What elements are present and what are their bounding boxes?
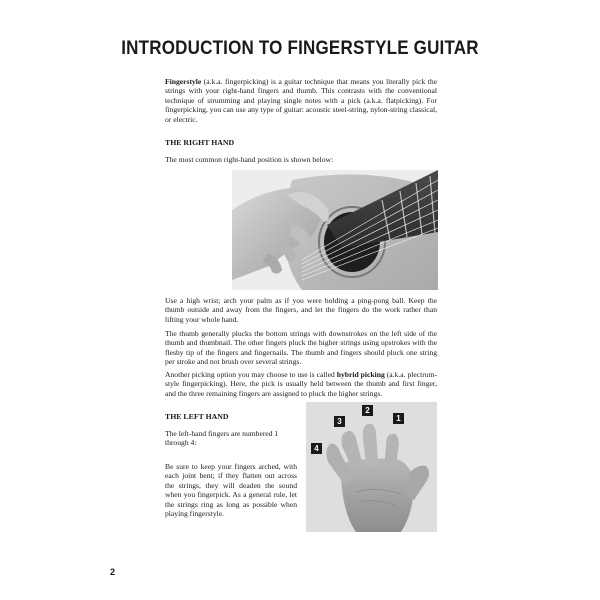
open-hand-illustration [306, 402, 437, 532]
hybrid-text-after: (a.k.a. plectrum-style fingerpicking). Here, the pick is usually held between the thumb and first finger, and the three remaining fingers are assigned to pluck the higher strings. [165, 370, 438, 398]
page-title: INTRODUCTION TO FINGERSTYLE GUITAR [121, 36, 479, 59]
fingerstyle-term: Fingerstyle [165, 77, 202, 86]
left-hand-numbering-paragraph: The left-hand fingers are numbered 1 through 4: [165, 429, 279, 448]
finger-label-1: 1 [393, 413, 404, 424]
finger-label-4: 4 [311, 443, 322, 454]
left-hand-arched-paragraph: Be sure to keep your fingers arched, with each joint bent; if they flatten out across the strings, they will deaden the sound when you fingerpick. As a general rule, let the strings ring as long as possible when playing fingerstyle. [165, 462, 297, 519]
right-hand-wrist-paragraph: Use a high wrist; arch your palm as if you were holding a ping-pong ball. Keep the thumb outside and away from the fingers, and let the fingers do the work rather than lifting your whole hand. [165, 296, 437, 324]
left-hand-heading: THE LEFT HAND [165, 412, 229, 421]
right-hand-thumb-paragraph: The thumb generally plucks the bottom strings with downstrokes on the left side of the thumb and thumbnail. The other fingers pluck the higher strings using upstrokes with the fleshy tip of the fingers and fingernails. The thumb and fingers should pluck one string per stroke and not brush over several strings. [165, 329, 437, 367]
finger-label-3: 3 [334, 416, 345, 427]
finger-label-2: 2 [362, 405, 373, 416]
hybrid-picking-paragraph [165, 370, 437, 398]
hybrid-text-before: Another picking option you may choose to use is called [165, 370, 337, 379]
page-number: 2 [110, 567, 116, 577]
guitar-illustration [232, 170, 438, 290]
right-hand-lead: The most common right-hand position is shown below: [165, 155, 334, 164]
intro-text: (a.k.a. fingerpicking) is a guitar technique that means you literally pick the strings with your right-hand fingers and thumb. This contrasts with the conventional technique of strumming and playing single notes with a pick (a.k.a. flatpicking). For fingerpicking, you can use any type of guitar: acoustic steel-string, nylon-string classical, or electric. [165, 77, 437, 124]
left-hand-photo [306, 402, 437, 532]
right-hand-heading: THE RIGHT HAND [165, 138, 235, 147]
intro-paragraph [165, 77, 437, 124]
right-hand-guitar-photo [232, 170, 438, 290]
hybrid-picking-term: hybrid picking [336, 370, 385, 379]
